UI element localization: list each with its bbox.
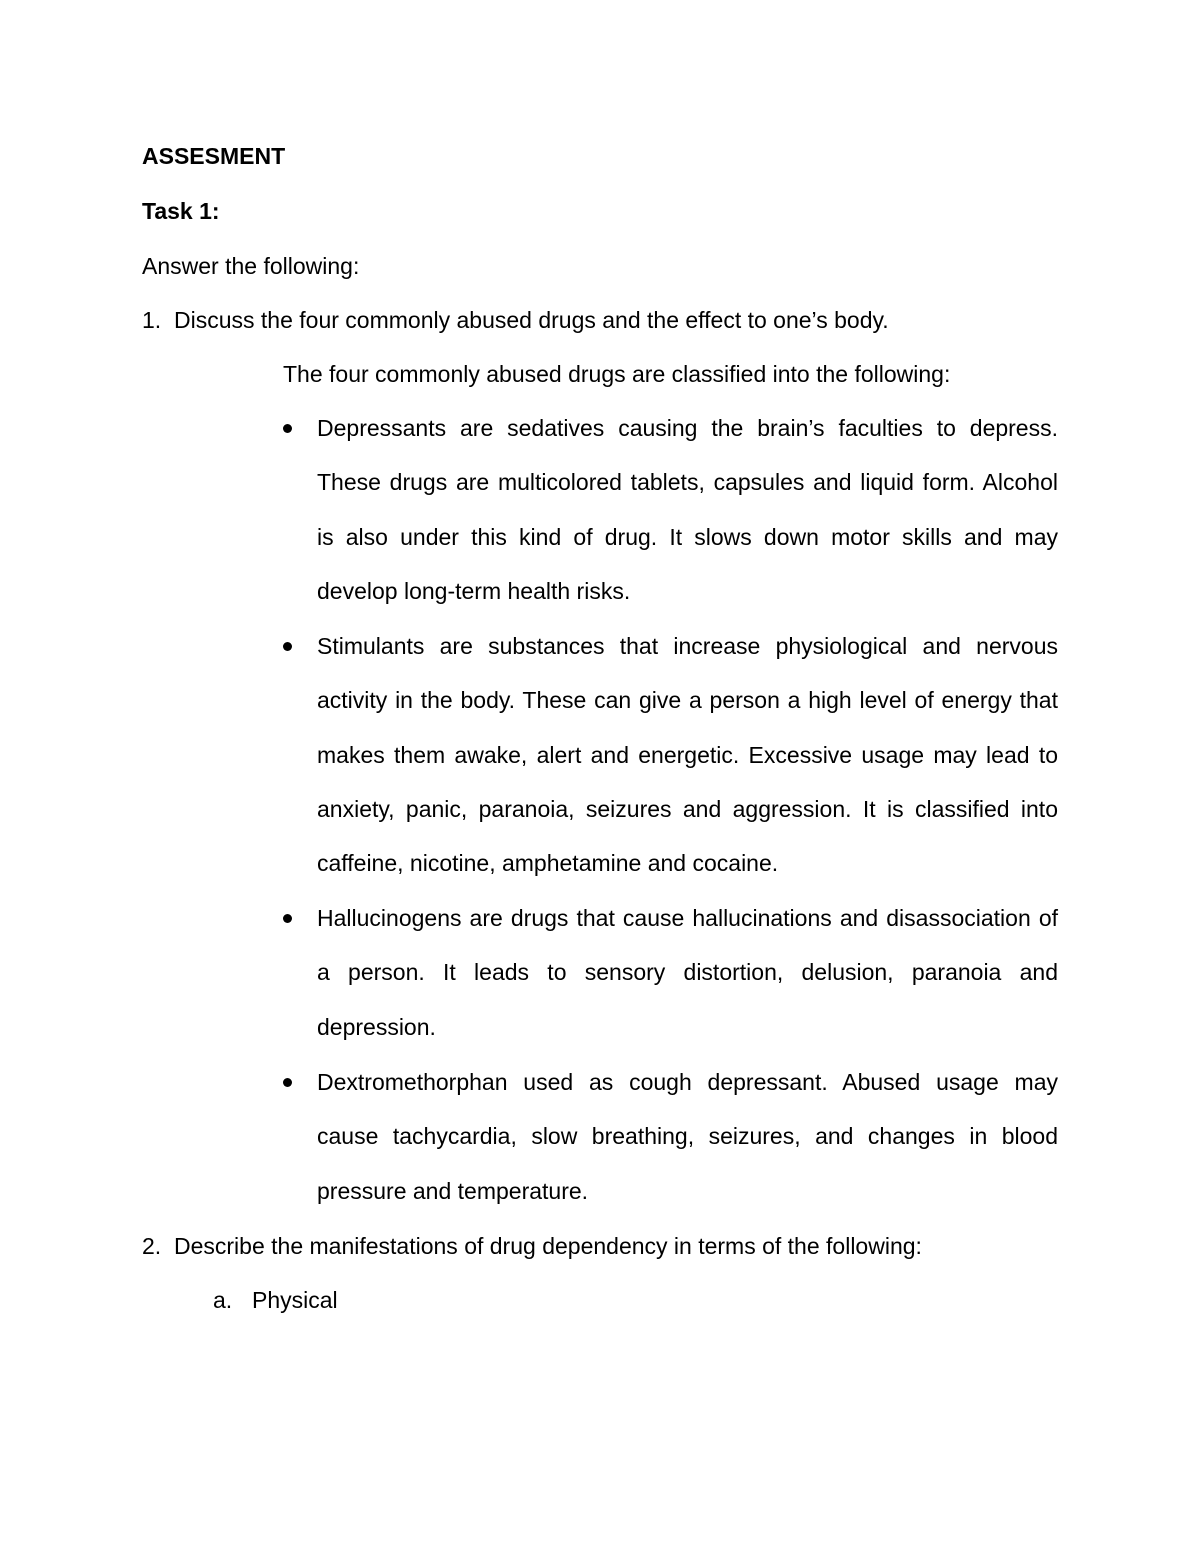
bullet-depressants: Depressants are sedatives causing the brain’s faculties to depress. These drugs are multicolored tablets, capsules and liquid form. Alcohol is also under this kind of drug. It slows down motor skills and may develop long-term health risks. xyxy=(317,415,1058,604)
bullet-icon xyxy=(283,1078,292,1087)
question-2-text: Describe the manifestations of drug dependency in terms of the following: xyxy=(174,1233,922,1259)
question-2-number: 2. xyxy=(142,1233,162,1259)
bullet-icon xyxy=(283,914,292,923)
bullet-icon xyxy=(283,642,292,651)
subitem-a-letter: a. xyxy=(213,1287,233,1313)
question-1-number: 1. xyxy=(142,307,162,333)
document-title: ASSESMENT xyxy=(142,143,286,169)
bullet-icon xyxy=(283,424,292,433)
question-1-text: Discuss the four commonly abused drugs and the effect to one’s body. xyxy=(174,307,889,333)
bullet-stimulants: Stimulants are substances that increase physiological and nervous activity in the body. These can give a person a high level of energy that makes them awake, alert and energetic. Excessive usage may lead to anxiety, panic, paranoia, seizures and aggression. It is classified into caffeine, nicotine, amphetamine and cocaine. xyxy=(317,633,1058,877)
question-1-intro: The four commonly abused drugs are classified into the following: xyxy=(283,361,951,387)
instruction-text: Answer the following: xyxy=(142,253,360,279)
subitem-a-text: Physical xyxy=(252,1287,338,1313)
bullet-dextromethorphan: Dextromethorphan used as cough depressant. Abused usage may cause tachycardia, slow breathing, seizures, and changes in blood pressure and temperature. xyxy=(317,1069,1058,1204)
task-heading: Task 1: xyxy=(142,198,220,224)
bullet-hallucinogens: Hallucinogens are drugs that cause hallucinations and disassociation of a person. It leads to sensory distortion, delusion, paranoia and depression. xyxy=(317,905,1058,1040)
